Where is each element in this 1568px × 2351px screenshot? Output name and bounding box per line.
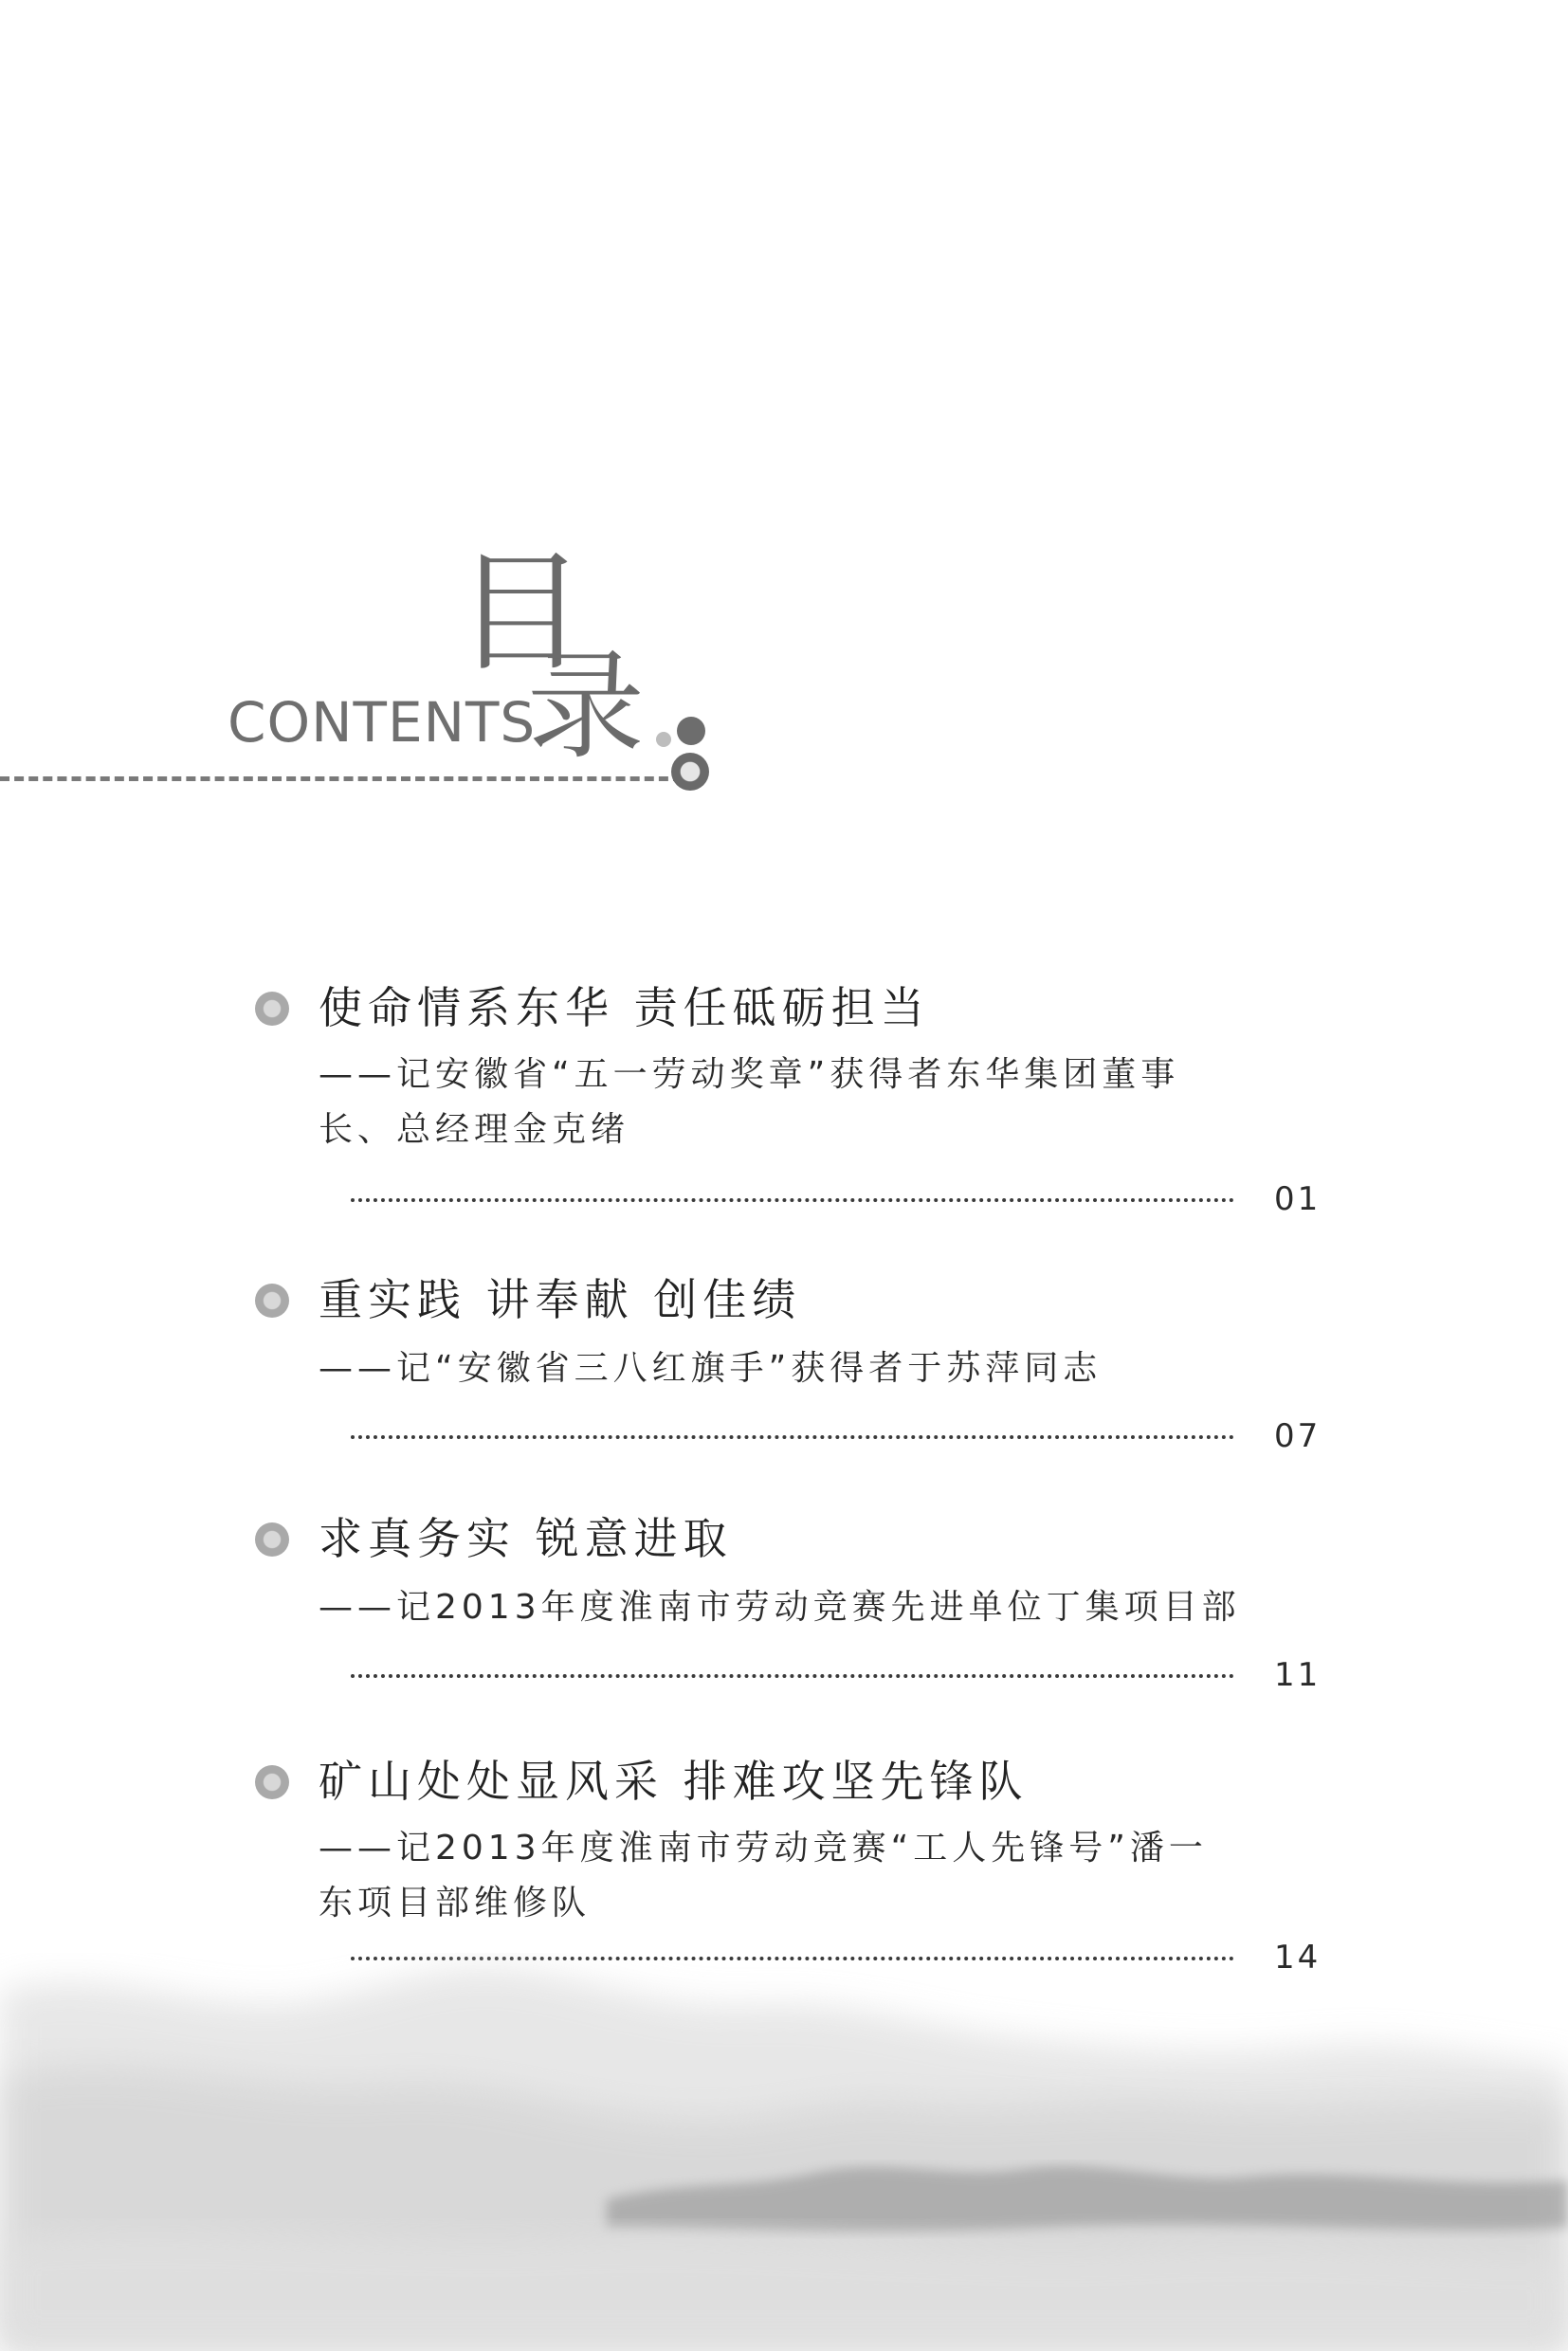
header-dashed-rule: [0, 776, 683, 781]
bullet-icon: [255, 1284, 289, 1318]
entry-subtitle-line1: ——记2013年度淮南市劳动竞赛先进单位丁集项目部: [319, 1588, 1241, 1627]
bullet-icon: [255, 1522, 289, 1557]
entry-subtitle-line1: ——记2013年度淮南市劳动竞赛“工人先锋号”潘一: [319, 1829, 1208, 1868]
entry-subtitle-line2: 长、总经理金克绪: [319, 1110, 630, 1149]
header-contents-label: CONTENTS: [228, 690, 537, 755]
entry-subtitle-line2: 东项目部维修队: [319, 1884, 592, 1923]
decor-dot-small: [656, 732, 671, 747]
header-title-mu: 目: [455, 537, 587, 689]
bullet-icon: [255, 992, 289, 1026]
ink-wash-mountains-decoration: [0, 1953, 1568, 2351]
decor-dot-ring: [671, 753, 709, 791]
header-title-lu: 录: [527, 639, 646, 775]
entry-page-number: 01: [1274, 1180, 1322, 1218]
bullet-icon: [255, 1765, 289, 1799]
entry-page-number: 07: [1274, 1417, 1322, 1455]
dot-leader: [351, 1435, 1234, 1439]
entry-title: 使命情系东华 责任砥砺担当: [319, 982, 930, 1033]
dot-leader: [351, 1198, 1234, 1202]
decor-dot-medium: [677, 717, 705, 745]
entry-subtitle-line1: ——记安徽省“五一劳动奖章”获得者东华集团董事: [319, 1055, 1180, 1094]
entry-title: 重实践 讲奉献 创佳绩: [319, 1274, 802, 1325]
entry-page-number: 14: [1274, 1939, 1322, 1977]
dot-leader: [351, 1674, 1234, 1678]
entry-title: 矿山处处显风采 排难攻坚先锋队: [319, 1756, 1029, 1807]
entry-page-number: 11: [1274, 1656, 1322, 1694]
entry-title: 求真务实 锐意进取: [319, 1513, 733, 1564]
entry-subtitle-line1: ——记“安徽省三八红旗手”获得者于苏萍同志: [319, 1349, 1103, 1388]
